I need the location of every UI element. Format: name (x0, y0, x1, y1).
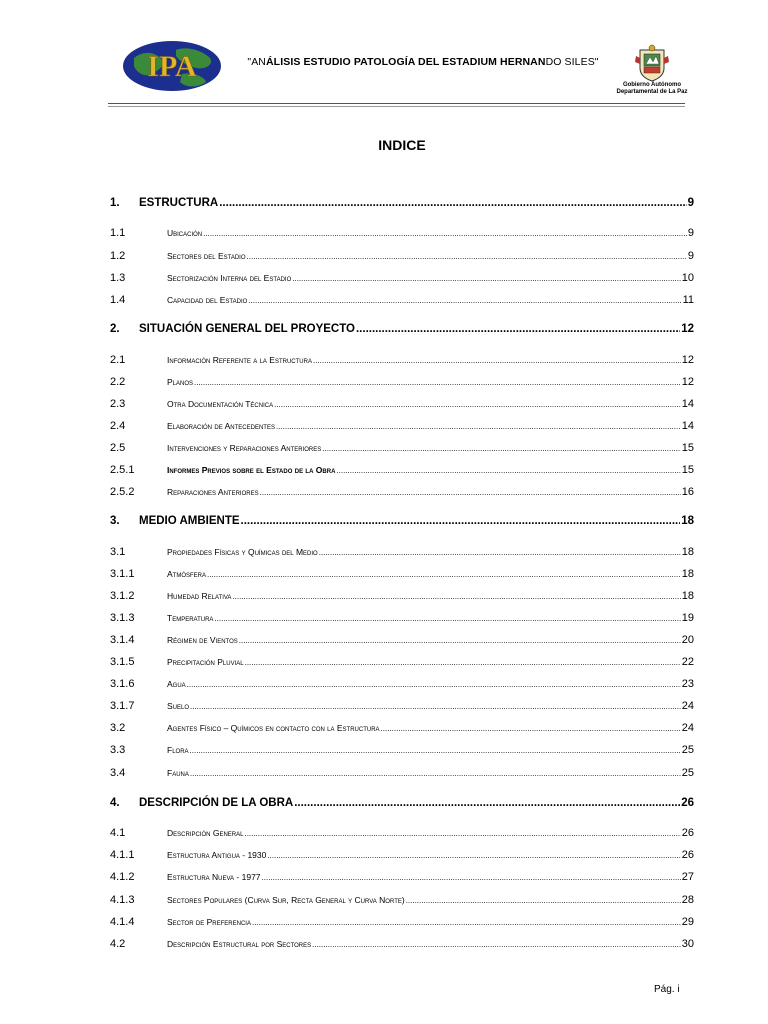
toc-leader (252, 918, 681, 927)
toc-label: Estructura Nueva - 1977 (167, 872, 261, 882)
toc-label: Temperatura (167, 613, 214, 623)
toc-number: 4.1.3 (110, 894, 135, 906)
toc-page: 16 (681, 486, 694, 498)
toc-page: 24 (681, 722, 694, 734)
toc-chapter[interactable] (110, 515, 694, 527)
toc-label: Flora (167, 745, 189, 755)
toc-chapter[interactable] (110, 197, 694, 209)
toc-number: 2.5 (110, 442, 126, 454)
toc-page: 26 (681, 797, 694, 809)
toc-leader (276, 422, 681, 431)
toc-label: Fauna (167, 768, 189, 778)
toc-number: 4.1 (110, 827, 126, 839)
toc-number: 1.1 (110, 227, 126, 239)
toc-page: 28 (681, 894, 694, 906)
toc-number: 3.1.7 (110, 700, 135, 712)
toc-number: 3.1.3 (110, 612, 135, 624)
toc-label: Agentes Físico – Químicos en contacto con la Estructura (167, 723, 380, 733)
toc-number: 4.2 (110, 938, 126, 950)
toc-leader (313, 356, 681, 365)
header-rule (108, 103, 685, 104)
toc-page: 12 (681, 323, 694, 335)
toc-section[interactable] (110, 420, 694, 432)
toc-section[interactable] (110, 272, 694, 284)
toc-section[interactable] (110, 700, 694, 712)
toc-label: Humedad Relativa (167, 591, 232, 601)
toc-leader (267, 851, 680, 860)
toc-number: 4.1.1 (110, 849, 135, 861)
toc-leader (190, 769, 681, 778)
toc-page: 12 (681, 376, 694, 388)
toc-leader (219, 197, 686, 209)
toc-leader (274, 400, 681, 409)
toc-number: 3.1.2 (110, 590, 135, 602)
toc-leader (319, 548, 681, 557)
toc-page: 20 (681, 634, 694, 646)
toc-section[interactable] (110, 827, 694, 839)
toc-label: Régimen de Vientos (167, 635, 238, 645)
toc-number: 4.1.4 (110, 916, 135, 928)
toc-label: Capacidad del Estadio (167, 295, 248, 305)
toc-number: 3.1.5 (110, 656, 135, 668)
toc-page: 15 (681, 442, 694, 454)
toc-section[interactable] (110, 612, 694, 624)
toc-leader (292, 274, 681, 283)
toc-page: 26 (681, 827, 694, 839)
toc-number: 2. (110, 323, 120, 335)
toc-page: 25 (681, 744, 694, 756)
toc-label: Precipitación Pluvial (167, 657, 244, 667)
toc-label: Atmósfera (167, 569, 207, 579)
toc-section[interactable] (110, 354, 694, 366)
toc-number: 2.1 (110, 354, 126, 366)
toc-page: 18 (681, 515, 694, 527)
toc-section[interactable] (110, 849, 694, 861)
toc-number: 2.3 (110, 398, 126, 410)
seal-line: Gobierno Autónomo (622, 82, 682, 88)
toc-leader (336, 466, 680, 475)
coat-of-arms-icon (632, 44, 672, 82)
toc-section[interactable] (110, 486, 694, 498)
toc-section[interactable] (110, 634, 694, 646)
toc-number: 2.4 (110, 420, 126, 432)
gobierno-seal (612, 44, 692, 96)
toc-label: Propiedades Físicas y Químicas del Medio (167, 547, 318, 557)
toc-leader (190, 746, 681, 755)
toc-section[interactable] (110, 464, 694, 476)
toc-page: 22 (681, 656, 694, 668)
toc-section[interactable] (110, 938, 694, 950)
toc-page: 30 (681, 938, 694, 950)
toc-page: 9 (687, 197, 694, 209)
toc-leader (381, 724, 681, 733)
toc-page: 11 (682, 294, 694, 306)
toc-leader (245, 658, 681, 667)
toc-label: ESTRUCTURA (139, 197, 219, 209)
toc-number: 3.4 (110, 767, 126, 779)
toc-number: 2.2 (110, 376, 126, 388)
toc-leader (232, 592, 680, 601)
toc-leader (194, 378, 681, 387)
toc-number: 3.2 (110, 722, 126, 734)
toc-label: Descripción Estructural por Sectores (167, 939, 312, 949)
toc-number: 1.4 (110, 294, 126, 306)
toc-label: Información Referente a la Estructura (167, 355, 312, 365)
toc-section[interactable] (110, 656, 694, 668)
title-part: DO SILES" (545, 56, 599, 68)
toc-page: 12 (681, 354, 694, 366)
logo-text: IPA (147, 50, 197, 83)
toc-section[interactable] (110, 678, 694, 690)
toc-label: Agua (167, 679, 186, 689)
toc-page: 9 (687, 227, 694, 239)
toc-leader (187, 680, 681, 689)
toc-number: 1.2 (110, 250, 126, 262)
toc-label: Reparaciones Anteriores (167, 487, 259, 497)
toc-label: Sectores Populares (Curva Sur, Recta General y Curva Norte) (167, 895, 405, 905)
toc-label: Otra Documentación Técnica (167, 399, 274, 409)
toc-page: 18 (681, 590, 694, 602)
toc-section[interactable] (110, 227, 694, 239)
toc-label: Ubicación (167, 228, 203, 238)
toc-page: 25 (681, 767, 694, 779)
toc-leader (322, 444, 680, 453)
toc-section[interactable] (110, 294, 694, 306)
toc-page: 14 (681, 398, 694, 410)
title-part: "AN (247, 56, 266, 68)
toc-leader (262, 873, 681, 882)
toc-leader (214, 614, 680, 623)
toc-number: 3.1.1 (110, 568, 135, 580)
toc-page: 26 (681, 849, 694, 861)
toc-section[interactable] (110, 894, 694, 906)
toc-number: 3.3 (110, 744, 126, 756)
toc-leader (239, 636, 681, 645)
toc-label: Sector de Preferencia (167, 917, 251, 927)
toc-leader (247, 252, 687, 261)
toc-page: 10 (681, 272, 694, 284)
toc-number: 2.5.1 (110, 464, 135, 476)
toc-number: 1.3 (110, 272, 126, 284)
toc-section[interactable] (110, 916, 694, 928)
toc-leader (190, 702, 681, 711)
toc-number: 3.1.4 (110, 634, 135, 646)
toc-section[interactable] (110, 442, 694, 454)
toc-page: 29 (681, 916, 694, 928)
header-rule-thin (108, 106, 685, 107)
toc-section[interactable] (110, 398, 694, 410)
toc-leader (294, 797, 680, 809)
toc-page: 18 (681, 546, 694, 558)
toc-page: 9 (687, 250, 694, 262)
toc-section[interactable] (110, 376, 694, 388)
toc-number: 2.5.2 (110, 486, 135, 498)
toc-leader (241, 515, 681, 527)
toc-label: Descripción General (167, 828, 244, 838)
toc-leader (312, 940, 681, 949)
toc-page: 14 (681, 420, 694, 432)
toc-leader (356, 323, 680, 335)
toc-number: 3.1 (110, 546, 126, 558)
toc-label: MEDIO AMBIENTE (139, 515, 240, 527)
toc-label: DESCRIPCIÓN DE LA OBRA (139, 797, 294, 809)
toc-page: 15 (681, 464, 694, 476)
toc-leader (406, 896, 681, 905)
index-title: INDICE (378, 137, 426, 153)
toc-label: Estructura Antigua - 1930 (167, 850, 267, 860)
toc-section[interactable] (110, 546, 694, 558)
seal-line: Departamental de La Paz (616, 89, 688, 95)
toc-leader (203, 229, 687, 238)
toc-label: Intervenciones y Reparaciones Anteriores (167, 443, 322, 453)
toc-chapter[interactable] (110, 797, 694, 809)
toc-leader (260, 488, 681, 497)
toc-label: Elaboración de Antecedentes (167, 421, 275, 431)
toc-label: SITUACIÓN GENERAL DEL PROYECTO (139, 323, 355, 335)
toc-page: 27 (681, 871, 694, 883)
toc-number: 1. (110, 197, 120, 209)
toc-section[interactable] (110, 744, 694, 756)
toc-number: 3. (110, 515, 120, 527)
toc-number: 4.1.2 (110, 871, 135, 883)
toc-number: 3.1.6 (110, 678, 135, 690)
toc-leader (244, 829, 680, 838)
toc-section[interactable] (110, 722, 694, 734)
toc-section[interactable] (110, 590, 694, 602)
title-part: ÁLISIS ESTUDIO PATOLOGÍA DEL ESTADIUM HERNAN (266, 56, 546, 68)
toc-label: Informes Previos sobre el Estado de la Obra (167, 465, 336, 475)
toc-leader (248, 296, 681, 305)
toc-leader (207, 570, 681, 579)
toc-section[interactable] (110, 767, 694, 779)
ipa-logo (122, 40, 222, 92)
toc-chapter[interactable] (110, 323, 694, 335)
toc-section[interactable] (110, 250, 694, 262)
toc-label: Sectores del Estadio (167, 251, 246, 261)
toc-section[interactable] (110, 871, 694, 883)
toc-label: Sectorización Interna del Estadio (167, 273, 292, 283)
toc-label: Planos (167, 377, 194, 387)
toc-number: 4. (110, 797, 120, 809)
toc-section[interactable] (110, 568, 694, 580)
page-number: Pág. i (654, 984, 680, 995)
toc-page: 18 (681, 568, 694, 580)
document-title (228, 56, 618, 68)
toc-page: 24 (681, 700, 694, 712)
toc-page: 23 (681, 678, 694, 690)
toc-page: 19 (681, 612, 694, 624)
toc-label: Suelo (167, 701, 190, 711)
